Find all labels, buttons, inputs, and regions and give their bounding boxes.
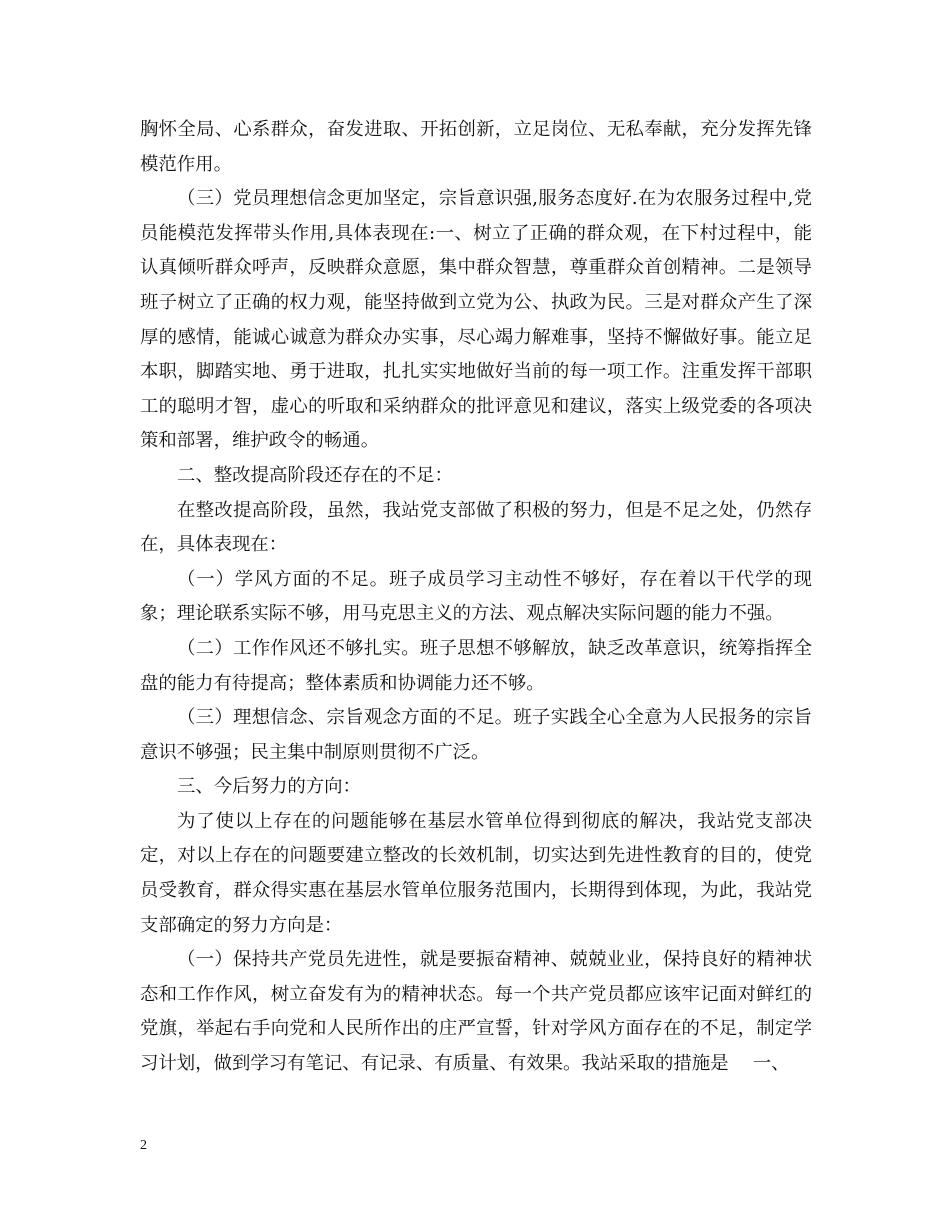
body-text bbox=[140, 113, 812, 1082]
paragraph-4: （一）学风方面的不足。班子成员学习主动性不够好，存在着以干代学的现象；理论联系实际不够，用马克思主义的方法、观点解决实际问题的能力不强。 bbox=[140, 568, 812, 625]
paragraph-1: 胸怀全局、心系群众，奋发进取、开拓创新，立足岗位、无私奉献，充分发挥先锋模范作用。 bbox=[140, 119, 812, 175]
page-number: 2 bbox=[140, 1138, 147, 1153]
section-heading-2: 二、整改提高阶段还存在的不足： bbox=[177, 464, 453, 486]
section-heading-3: 三、今后努力的方向： bbox=[177, 776, 361, 798]
paragraph-7: 为了使以上存在的问题能够在基层水管单位得到彻底的解决，我站党支部决定，对以上存在的问题要建立整改的长效机制，切实达到先进性教育的目的，使党员受教育，群众得实惠在基层水管单位服务范围内，长期得到体现，为此，我站党支部确定的努力方向是： bbox=[140, 810, 812, 936]
paragraph-3: 在整改提高阶段，虽然，我站党支部做了积极的努力，但是不足之处，仍然存在，具体表现在： bbox=[140, 499, 812, 556]
paragraph-6: （三）理想信念、宗旨观念方面的不足。班子实践全心全意为人民报务的宗旨意识不够强；民主集中制原则贯彻不广泛。 bbox=[140, 707, 812, 763]
paragraph-5: （二）工作作风还不够扎实。班子思想不够解放，缺乏改革意识，统筹指挥全盘的能力有待提高；整体素质和协调能力还不够。 bbox=[140, 637, 812, 694]
paragraph-8: （一）保持共产党员先进性，就是要振奋精神、兢兢业业，保持良好的精神状态和工作作风，树立奋发有为的精神状态。每一个共产党员都应该牢记面对鲜红的党旗，举起右手向党和人民所作出的庄严宣誓，针对学风方面存在的不足，制定学习计划，做到学习有笔记、有记录、有质量、有效果。我站采取的措施是 一、 bbox=[140, 949, 812, 1075]
paragraph-2: （三）党员理想信念更加坚定，宗旨意识强,服务态度好.在为农服务过程中,党员能模范发挥带头作用,具体表现在:一、树立了正确的群众观，在下村过程中，能认真倾听群众呼声，反映群众意愿，集中群众智慧，尊重群众首创精神。二是领导班子树立了正确的权力观，能坚持做到立党为公、执政为民。三是对群众产生了深厚的感情，能诚心诚意为群众办实事，尽心竭力解难事，坚持不懈做好事。能立足本职，脚踏实地、勇于进取，扎扎实实地做好当前的每一项工作。注重发挥干部职工的聪明才智，虚心的听取和采纳群众的批评意见和建议，落实上级党委的各项决策和部署，维护政令的畅通。 bbox=[140, 188, 812, 452]
